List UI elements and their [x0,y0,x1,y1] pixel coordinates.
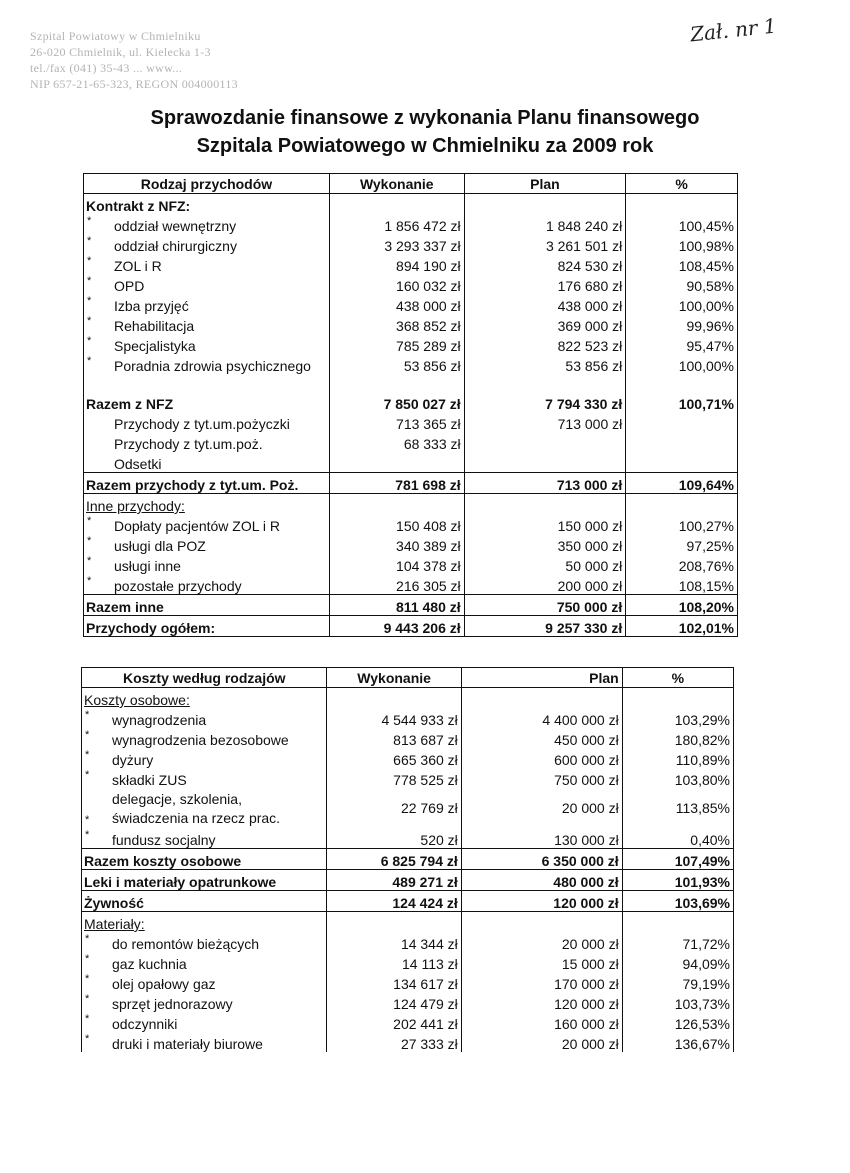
column-header: % [626,174,738,194]
row-label: składki ZUS [112,772,187,788]
table-row [82,828,734,849]
table-row [84,554,738,574]
table-row [84,354,738,374]
row-wykonanie: 894 190 zł [329,254,464,274]
row-label: Razem inne [86,599,164,615]
row-percent: 107,49% [622,849,733,870]
row-label: Odsetki [114,456,162,472]
row-percent: 99,96% [626,314,738,334]
row-label: Specjalistyka [114,338,196,354]
row-wykonanie: 1 856 472 zł [329,214,464,234]
row-percent: 94,09% [622,952,733,972]
row-plan: 150 000 zł [464,514,626,534]
row-plan: 176 680 zł [464,274,626,294]
row-wykonanie: 53 856 zł [329,354,464,374]
row-label: usługi dla POZ [114,538,206,554]
row-label: Rehabilitacja [114,318,195,334]
bullet-icon: * [85,709,90,721]
row-plan: 350 000 zł [464,534,626,554]
row-percent: 100,00% [626,354,738,374]
row-label: oddział wewnętrzny [114,218,237,234]
row-label: druki i materiały biurowe [112,1036,263,1052]
total-row [84,473,738,494]
section-label: Inne przychody: [86,498,185,514]
table-row [82,952,734,972]
total-row [84,595,738,616]
bullet-icon: * [87,215,92,227]
column-header: Plan [464,174,626,194]
row-plan: 160 000 zł [461,1012,622,1032]
row-label: pozostałe przychody [114,578,242,594]
row-percent: 100,00% [626,294,738,314]
section-row [82,912,734,933]
row-plan: 9 257 330 zł [464,616,626,637]
table-row [84,574,738,595]
bullet-icon: * [85,769,90,781]
row-plan: 450 000 zł [461,728,622,748]
row-plan: 120 000 zł [461,992,622,1012]
bullet-icon: * [87,235,92,247]
row-label: sprzęt jednorazowy [112,996,233,1012]
row-wykonanie: 665 360 zł [327,748,461,768]
bullet-icon: * [87,335,92,347]
row-wykonanie: 124 479 zł [327,992,461,1012]
row-wykonanie: 14 344 zł [327,932,461,952]
table-row [84,334,738,354]
row-label: fundusz socjalny [112,832,216,848]
row-percent: 126,53% [622,1012,733,1032]
bullet-icon: * [87,315,92,327]
row-wykonanie: 124 424 zł [327,891,461,912]
osobowe-rows [82,708,734,788]
row-plan: 20 000 zł [461,932,622,952]
row-percent: 100,45% [626,214,738,234]
bullet-icon: * [87,295,92,307]
section-label: Koszty osobowe: [84,692,190,708]
bullet-icon: * [87,255,92,267]
table-row [84,452,738,473]
table-row [82,932,734,952]
table-row [84,214,738,234]
row-label: Żywność [84,895,144,911]
document-title-line-2: Szpitala Powiatowego w Chmielniku za 2009 rok [196,135,654,157]
row-label: Leki i materiały opatrunkowe [84,874,277,890]
row-wykonanie: 160 032 zł [329,274,464,294]
document-title-line-1: Sprawozdanie finansowe z wykonania Planu finansowego [150,107,700,129]
table-row [82,1032,734,1052]
bullet-icon: * [85,829,90,841]
row-percent: 109,64% [626,473,738,494]
spacer-row [84,374,738,392]
row-wykonanie: 134 617 zł [327,972,461,992]
row-plan: 20 000 zł [461,1032,622,1052]
table-row [84,234,738,254]
row-percent: 101,93% [622,870,733,891]
table-row [82,728,734,748]
total-row [84,392,738,412]
bullet-icon: * [87,535,92,547]
row-plan: 130 000 zł [461,828,622,849]
section-label: Materiały: [84,916,145,932]
row-percent: 95,47% [626,334,738,354]
row-label: wynagrodzenia bezosobowe [112,732,289,748]
row-wykonanie: 778 525 zł [327,768,461,788]
row-percent: 108,45% [626,254,738,274]
materialy-rows [82,932,734,1052]
row-wykonanie: 340 389 zł [329,534,464,554]
row-label: Przychody z tyt.um.pożyczki [114,416,290,432]
section-label: Kontrakt z NFZ: [84,194,330,215]
bullet-icon: * [85,1013,90,1025]
row-percent: 79,19% [622,972,733,992]
row-percent: 136,67% [622,1032,733,1052]
total-row [82,891,734,912]
table-row [84,294,738,314]
column-header: % [622,668,733,688]
costs-table [81,667,734,1052]
row-percent: 97,25% [626,534,738,554]
row-plan: 50 000 zł [464,554,626,574]
row-wykonanie: 489 271 zł [327,870,461,891]
row-percent: 180,82% [622,728,733,748]
column-header: Rodzaj przychodów [84,174,330,194]
column-header: Wykonanie [329,174,464,194]
table-row [84,514,738,534]
attachment-annotation: Zał. nr 1 [688,13,778,47]
bullet-icon: * [85,729,90,741]
table-row [82,708,734,728]
row-wykonanie: 27 333 zł [327,1032,461,1052]
column-header: Plan [461,668,622,688]
stamp-line: 26-020 Chmielnik, ul. Kielecka 1-3 [30,45,211,59]
row-plan: 480 000 zł [461,870,622,891]
row-label: świadczenia na rzecz prac. [112,810,281,826]
row-wykonanie: 813 687 zł [327,728,461,748]
row-label: ZOL i R [114,258,162,274]
row-percent: 113,85% [622,788,733,828]
row-percent: 208,76% [626,554,738,574]
row-percent: 90,58% [626,274,738,294]
row-percent: 108,15% [626,574,738,595]
table-row [82,1012,734,1032]
row-label: Izba przyjęć [114,298,189,314]
bullet-icon: * [87,575,92,587]
row-label: wynagrodzenia [112,712,207,728]
row-percent: 102,01% [626,616,738,637]
column-header: Koszty według rodzajów [82,668,327,688]
row-wykonanie: 811 480 zł [329,595,464,616]
row-plan: 824 530 zł [464,254,626,274]
row-wykonanie: 438 000 zł [329,294,464,314]
row-plan: 713 000 zł [464,473,626,494]
stamp-line: tel./fax (041) 35-43 ... www... [30,61,183,75]
bullet-icon: * [85,933,90,945]
row-wykonanie: 4 544 933 zł [327,708,461,728]
table-row [82,768,734,788]
stamp-line: Szpital Powiatowy w Chmielniku [30,29,201,43]
row-percent: 103,69% [622,891,733,912]
revenue-table [83,173,738,637]
row-wykonanie: 785 289 zł [329,334,464,354]
row-plan: 3 261 501 zł [464,234,626,254]
row-wykonanie: 7 850 027 zł [329,392,464,412]
row-plan: 750 000 zł [464,595,626,616]
row-label: Przychody ogółem: [86,620,216,636]
row-wykonanie: 216 305 zł [329,574,464,595]
row-label: Dopłaty pacjentów ZOL i R [114,518,280,534]
row-label: Razem z NFZ [86,396,174,412]
row-label: Przychody z tyt.um.poż. [114,436,263,452]
row-plan: 822 523 zł [464,334,626,354]
row-wykonanie: 150 408 zł [329,514,464,534]
table-row [84,274,738,294]
table-row [82,788,734,828]
row-wykonanie: 368 852 zł [329,314,464,334]
row-percent: 0,40% [622,828,733,849]
row-wykonanie: 781 698 zł [329,473,464,494]
stamp-line: NIP 657-21-65-323, REGON 004000113 [30,77,238,91]
bullet-icon: * [85,749,90,761]
row-percent: 103,73% [622,992,733,1012]
row-label: do remontów bieżących [112,936,260,952]
table-row [84,254,738,274]
section-row [84,194,738,215]
row-wykonanie: 713 365 zł [329,412,464,432]
row-wykonanie: 6 825 794 zł [327,849,461,870]
row-wykonanie: 68 333 zł [329,432,464,452]
row-wykonanie: 3 293 337 zł [329,234,464,254]
nfz-rows [84,214,738,374]
row-label: Razem przychody z tyt.um. Poż. [86,477,299,493]
row-percent: 100,71% [626,392,738,412]
table-header-row [82,668,734,688]
row-plan: 713 000 zł [464,412,626,432]
table-header-row [84,174,738,194]
bullet-icon: * [85,1033,90,1045]
bullet-icon: * [87,555,92,567]
row-plan: 600 000 zł [461,748,622,768]
row-label: oddział chirurgiczny [114,238,237,254]
grand-total-row [84,616,738,637]
row-percent: 103,80% [622,768,733,788]
row-wykonanie: 22 769 zł [327,788,461,828]
row-label: delegacje, szkolenia, [112,791,242,807]
row-label: odczynniki [112,1016,178,1032]
row-label: OPD [114,278,145,294]
row-percent: 110,89% [622,748,733,768]
bullet-icon: * [87,515,92,527]
row-percent: 108,20% [626,595,738,616]
row-percent: 103,29% [622,708,733,728]
row-label: gaz kuchnia [112,956,187,972]
bullet-icon: * [85,953,90,965]
row-label: dyżury [112,752,154,768]
table-row [84,432,738,452]
row-label: Razem koszty osobowe [84,853,242,869]
hospital-stamp [30,28,238,92]
row-plan: 369 000 zł [464,314,626,334]
row-plan: 15 000 zł [461,952,622,972]
row-plan: 120 000 zł [461,891,622,912]
table-row [84,412,738,432]
row-label: olej opałowy gaz [112,976,216,992]
section-row [84,494,738,515]
row-percent: 100,27% [626,514,738,534]
row-label: Poradnia zdrowia psychicznego [114,358,311,374]
row-plan: 6 350 000 zł [461,849,622,870]
total-row [82,849,734,870]
bullet-icon: * [87,275,92,287]
column-header: Wykonanie [327,668,461,688]
row-percent: 100,98% [626,234,738,254]
row-plan: 53 856 zł [464,354,626,374]
bullet-icon: * [87,355,92,367]
row-wykonanie: 14 113 zł [327,952,461,972]
total-row [82,870,734,891]
row-plan: 1 848 240 zł [464,214,626,234]
bullet-icon: * [85,993,90,1005]
row-wykonanie: 104 378 zł [329,554,464,574]
row-wykonanie: 9 443 206 zł [329,616,464,637]
row-plan: 170 000 zł [461,972,622,992]
bullet-icon: * [85,814,90,826]
table-row [82,972,734,992]
bullet-icon: * [85,973,90,985]
section-row [82,688,734,709]
table-row [82,992,734,1012]
row-label: usługi inne [114,558,181,574]
table-row [84,314,738,334]
row-percent: 71,72% [622,932,733,952]
table-row [84,534,738,554]
row-wykonanie: 202 441 zł [327,1012,461,1032]
row-plan: 7 794 330 zł [464,392,626,412]
row-plan: 4 400 000 zł [461,708,622,728]
row-plan: 750 000 zł [461,768,622,788]
table-row [82,748,734,768]
row-plan: 20 000 zł [461,788,622,828]
row-plan: 438 000 zł [464,294,626,314]
inne-rows [84,514,738,595]
row-wykonanie: 520 zł [327,828,461,849]
row-plan: 200 000 zł [464,574,626,595]
